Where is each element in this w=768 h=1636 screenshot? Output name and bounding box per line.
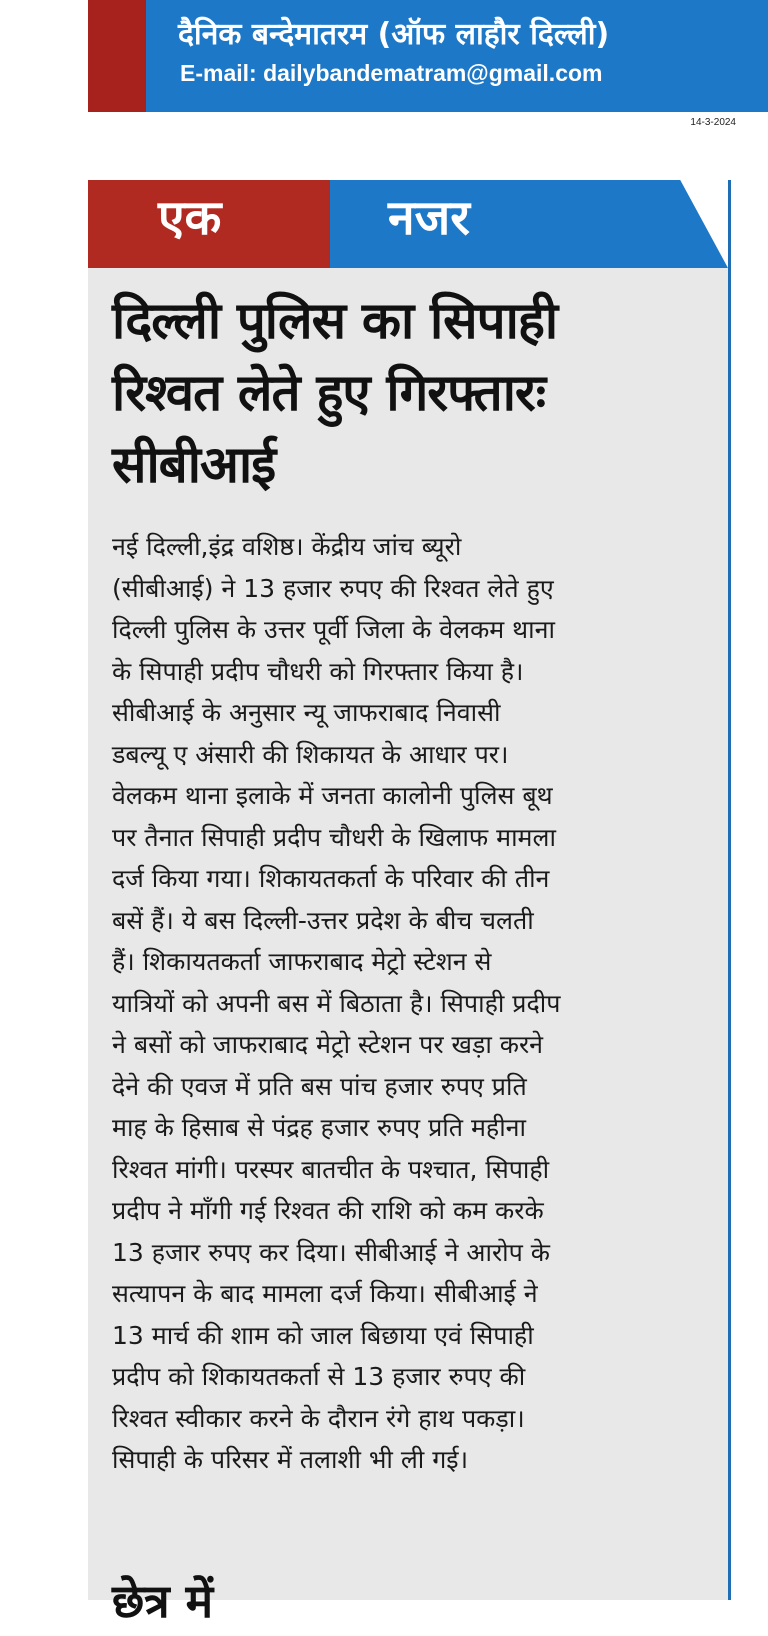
body-line: वेलकम थाना इलाके में जनता कालोनी पुलिस बूथ bbox=[112, 781, 553, 810]
date-strip bbox=[88, 112, 768, 130]
body-line: सीबीआई के अनुसार न्यू जाफराबाद निवासी bbox=[112, 698, 501, 727]
body-line: रिश्वत स्वीकार करने के दौरान रंगे हाथ पकड़ा। bbox=[112, 1403, 525, 1433]
body-line: रिश्वत मांगी। परस्पर बातचीत के पश्चात, सिपाही bbox=[112, 1154, 550, 1184]
article-headline bbox=[112, 286, 712, 502]
left-margin bbox=[0, 0, 88, 1600]
body-line: पर तैनात सिपाही प्रदीप चौधरी के खिलाफ मामला bbox=[112, 822, 556, 852]
headline-line: दिल्ली पुलिस का सिपाही bbox=[112, 292, 558, 351]
newspaper-title: दैनिक बन्देमातरम (ऑफ लाहौर दिल्ली) bbox=[178, 17, 610, 52]
headline-line: रिश्वत लेते हुए गिरफ्तारः bbox=[112, 364, 546, 423]
article-body bbox=[112, 526, 720, 1481]
next-article-headline-partial: छेत्र में bbox=[112, 1574, 214, 1628]
body-line: के सिपाही प्रदीप चौधरी को गिरफ्तार किया है। bbox=[112, 656, 524, 686]
body-line: सिपाही के परिसर में तलाशी भी ली गई। bbox=[112, 1445, 469, 1474]
column-rule bbox=[728, 180, 731, 1600]
body-line: देने की एवज में प्रति बस पांच हजार रुपए प्रति bbox=[112, 1071, 527, 1101]
body-line: 13 हजार रुपए कर दिया। सीबीआई ने आरोप के bbox=[112, 1237, 550, 1267]
body-line: ने बसों को जाफराबाद मेट्रो स्टेशन पर खड़ा करने bbox=[112, 1030, 544, 1059]
banner-word-ek: एक bbox=[158, 190, 222, 246]
publication-date: 14-3-2024 bbox=[690, 117, 736, 128]
body-line: सत्यापन के बाद मामला दर्ज किया। सीबीआई ने bbox=[112, 1279, 538, 1308]
body-line: बसें हैं। ये बस दिल्ली-उत्तर प्रदेश के बीच चलती bbox=[112, 905, 534, 935]
body-line: 13 मार्च की शाम को जाल बिछाया एवं सिपाही bbox=[112, 1320, 534, 1350]
right-gutter bbox=[732, 130, 768, 1600]
body-line: प्रदीप को शिकायतकर्ता से 13 हजार रुपए की bbox=[112, 1362, 526, 1391]
masthead-red-block bbox=[88, 0, 146, 130]
body-line: माह के हिसाब से पंद्रह हजार रुपए प्रति महीना bbox=[112, 1113, 527, 1142]
body-line: प्रदीप ने माँगी गई रिश्वत की राशि को कम करके bbox=[112, 1196, 544, 1225]
body-line: डबल्यू ए अंसारी की शिकायत के आधार पर। bbox=[112, 739, 509, 769]
body-line: नई दिल्ली,इंद्र वशिष्ठ। केंद्रीय जांच ब्यूरो bbox=[112, 532, 462, 561]
body-line: दिल्ली पुलिस के उत्तर पूर्वी जिला के वेलकम थाना bbox=[112, 615, 555, 644]
body-line: दर्ज किया गया। शिकायतकर्ता के परिवार की तीन bbox=[112, 864, 550, 893]
newspaper-email: E-mail: dailybandematram@gmail.com bbox=[180, 60, 603, 86]
banner-word-nazar: नजर bbox=[388, 190, 470, 246]
headline-line: सीबीआई bbox=[112, 436, 276, 495]
body-line: यात्रियों को अपनी बस में बिठाता है। सिपाही प्रदीप bbox=[112, 988, 561, 1018]
body-line: (सीबीआई) ने 13 हजार रुपए की रिश्वत लेते हुए bbox=[112, 573, 554, 603]
body-line: हैं। शिकायतकर्ता जाफराबाद मेट्रो स्टेशन से bbox=[112, 947, 492, 976]
masthead bbox=[88, 0, 768, 130]
ek-nazar-banner bbox=[88, 180, 728, 268]
